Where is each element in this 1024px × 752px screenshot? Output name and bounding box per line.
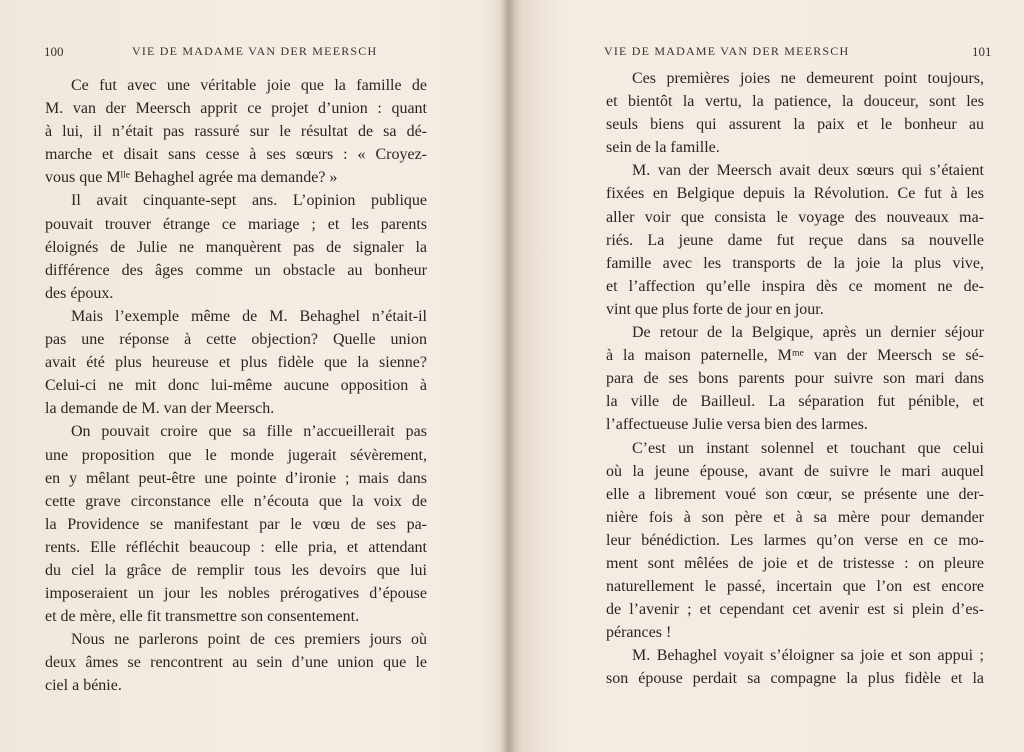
left-running-head-title: VIE DE MADAME VAN DER MEERSCH: [132, 44, 378, 58]
text-line: elle a librement voué son cœur, se présente une der-: [606, 485, 984, 503]
left-page-number: 100: [44, 44, 64, 59]
text-line: avait été plus heureuse et plus fidèle que la sienne?: [45, 354, 427, 372]
text-line: de l’avenir ; et cependant cet avenir est si plein d’es-: [606, 601, 984, 619]
text-line: pérances !: [606, 624, 672, 642]
text-line: cette grave circonstance elle n’écouta que la voix de: [45, 492, 427, 510]
text-line: la demande de M. van der Meersch.: [45, 400, 275, 418]
text-line: des époux.: [45, 284, 114, 302]
text-line: M. van der Meersch apprit ce projet d’union : quant: [45, 100, 427, 118]
text-line: vous que Mˡˡᵉ Behaghel agrée ma demande? »: [45, 169, 338, 187]
text-line: naturellement le passé, incertain que l’on est encore: [606, 578, 984, 596]
right-page-body-text: [606, 67, 984, 691]
text-line: une proposition que le monde jugerait sévèrement,: [45, 446, 427, 464]
text-line: pouvait trouver étrange ce mariage ; et les parents: [45, 215, 427, 233]
text-line: et de mère, elle fit transmettre son consentement.: [45, 608, 360, 626]
right-running-head-title: VIE DE MADAME VAN DER MEERSCH: [604, 44, 850, 58]
text-line: pas une réponse à cette objection? Quelle union: [45, 331, 427, 349]
text-line: leur bénédiction. Les larmes qu’on verse en ce mo-: [606, 531, 984, 549]
text-line: Ces premières joies ne demeurent point toujours,: [632, 70, 984, 87]
text-line: et l’affection qu’elle inspira dès ce moment ne de-: [606, 277, 984, 295]
text-line: du ciel la grâce de remplir tous les devoirs que lui: [45, 561, 427, 579]
text-line: où la jeune épouse, avant de suivre le mari auquel: [606, 462, 984, 480]
text-line: et bientôt la vertu, la patience, la douceur, sont les: [606, 93, 984, 111]
text-line: imposeraient un jour les nobles prérogatives d’épouse: [45, 585, 427, 603]
text-line: sein de la famille.: [606, 139, 720, 157]
text-line: Celui-ci ne mit donc lui-même aucune opposition à: [45, 377, 427, 395]
text-line: De retour de la Belgique, après un dernier séjour: [632, 324, 984, 342]
right-page-number: 101: [972, 44, 992, 59]
text-line: Ce fut avec une véritable joie que la famille de: [71, 77, 427, 94]
text-line: famille avec les transports de la joie la plus vive,: [606, 254, 984, 272]
text-line: ciel a bénie.: [45, 677, 122, 695]
text-line: Mais l’exemple même de M. Behaghel n’était-il: [71, 307, 427, 325]
text-line: aller voir que consista le voyage des nouveaux ma-: [606, 208, 984, 226]
text-line: fixées en Belgique depuis la Révolution. Ce fut à les: [606, 185, 984, 203]
text-line: la Providence se manifestant par le vœu de ses pa-: [45, 515, 427, 533]
text-line: para de ses bons parents pour suivre son mari dans: [606, 370, 984, 388]
text-line: vint que plus forte de jour en jour.: [606, 300, 824, 318]
left-page: [0, 0, 505, 752]
text-line: en y mêlant peut-être une pointe d’ironie ; mais dans: [45, 469, 427, 487]
text-line: Nous ne parlerons point de ces premiers jours où: [71, 631, 427, 649]
text-line: C’est un instant solennel et touchant que celui: [632, 439, 984, 457]
text-line: deux âmes se rencontrent au sein d’une union que le: [45, 654, 427, 672]
text-line: à lui, il n’était pas rassuré sur le résultat de sa dé-: [45, 123, 427, 141]
left-page-body-text: [45, 74, 427, 698]
text-line: nière fois à son père et à sa mère pour demander: [606, 508, 984, 526]
text-line: la ville de Bailleul. La séparation fut pénible, et: [606, 393, 984, 411]
text-line: différence des âges comme un obstacle au bonheur: [45, 261, 427, 279]
text-line: M. van der Meersch avait deux sœurs qui s’étaient: [632, 162, 984, 180]
right-page: [512, 0, 1024, 752]
text-line: seuls biens qui assurent la paix et le bonheur au: [606, 116, 984, 134]
text-line: ment sont mêlées de joie et de tristesse : on pleure: [606, 554, 984, 572]
text-line: On pouvait croire que sa fille n’accueillerait pas: [71, 423, 427, 441]
text-line: M. Behaghel voyait s’éloigner sa joie et son appui ;: [632, 647, 984, 665]
text-line: rents. Elle réfléchit beaucoup : elle pria, et attendant: [45, 538, 427, 556]
text-line: éloignés de Julie ne manquèrent pas de signaler la: [45, 238, 427, 256]
text-line: à la maison paternelle, Mᵐᵉ van der Meersch se sé-: [606, 347, 984, 365]
text-line: riés. La jeune dame fut reçue dans sa nouvelle: [606, 231, 984, 249]
text-line: marche et disait sans cesse à ses sœurs : « Croyez-: [45, 146, 427, 164]
text-line: son épouse perdait sa compagne la plus fidèle et la: [606, 670, 984, 688]
text-line: l’affectueuse Julie versa bien des larmes.: [606, 416, 868, 434]
text-line: Il avait cinquante-sept ans. L’opinion publique: [71, 192, 427, 210]
